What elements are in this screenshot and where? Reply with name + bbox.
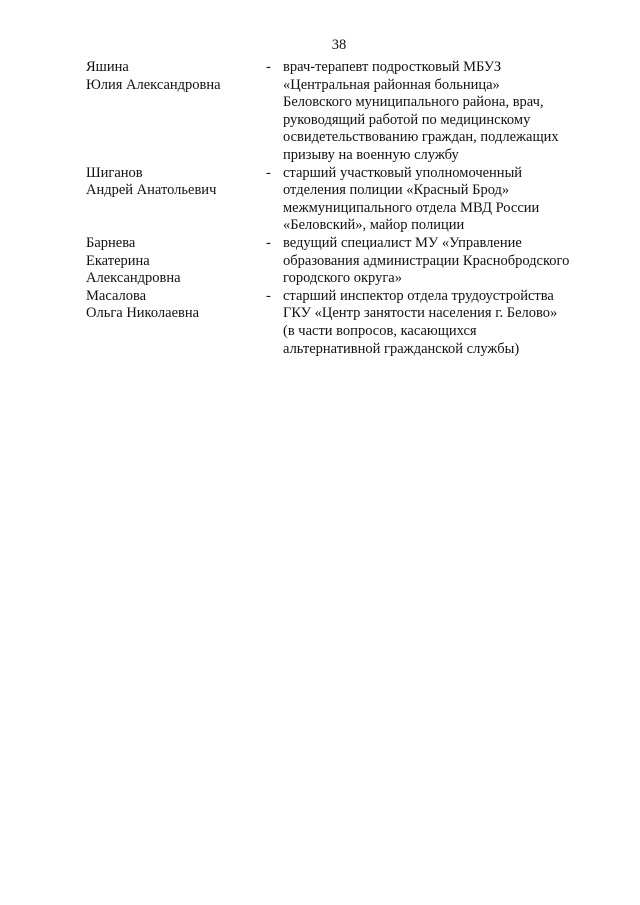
member-role-line: городского округа»: [283, 270, 402, 287]
member-role-line: освидетельствованию граждан, подлежащих: [283, 129, 559, 146]
member-dash: -: [266, 234, 271, 251]
member-role-line: ГКУ «Центр занятости населения г. Белово»: [283, 305, 558, 322]
member-role-line: «Центральная районная больница»: [283, 76, 500, 93]
member-role: [283, 165, 601, 235]
member-role-line: (в части вопросов, касающихся: [283, 322, 477, 339]
member-dash: -: [266, 164, 271, 181]
member-role-line: межмуниципального отдела МВД России: [283, 199, 540, 216]
member-role-line: отделения полиции «Красный Брод»: [283, 182, 510, 199]
member-role-line: ведущий специалист МУ «Управление: [283, 234, 522, 251]
member-role-line: старший инспектор отдела трудоустройства: [283, 287, 554, 304]
member-dash: -: [266, 59, 271, 75]
member-role-line: Беловского муниципального района, врач,: [283, 94, 544, 111]
member-name-line: Александровна: [86, 270, 181, 287]
member-role-line: альтернативной гражданской службы): [283, 340, 520, 357]
member-role: [283, 288, 601, 358]
member-name-line: Ольга Николаевна: [86, 305, 200, 322]
member-name-line: Барнева: [86, 234, 136, 251]
member-name-line: Юлия Александровна: [86, 76, 221, 93]
member-name-line: Андрей Анатольевич: [86, 182, 217, 199]
member-name: [86, 288, 266, 323]
commission-members-list: [86, 59, 606, 358]
member-name: [86, 165, 266, 200]
member-role-line: старший участковый уполномоченный: [283, 164, 523, 181]
member-name-line: Екатерина: [86, 252, 150, 269]
member-role: [283, 235, 601, 288]
member-entry: [86, 165, 606, 235]
member-role-line: призыву на военную службу: [283, 146, 459, 163]
member-role-line: врач-терапевт подростковый МБУЗ: [283, 59, 502, 75]
member-entry: [86, 235, 606, 288]
member-role-line: образования администрации Краснобродского: [283, 252, 570, 269]
member-role-line: руководящий работой по медицинскому: [283, 111, 531, 128]
member-role: [283, 59, 601, 165]
member-dash: -: [266, 287, 271, 304]
member-role-line: «Беловский», майор полиции: [283, 217, 465, 234]
page-number: 38: [331, 37, 347, 53]
member-entry: [86, 59, 606, 165]
member-name-line: Масалова: [86, 287, 147, 304]
member-name: [86, 235, 266, 288]
member-name: [86, 59, 266, 94]
member-name-line: Шиганов: [86, 164, 143, 181]
member-entry: [86, 288, 606, 358]
member-name-line: Яшина: [86, 59, 129, 75]
